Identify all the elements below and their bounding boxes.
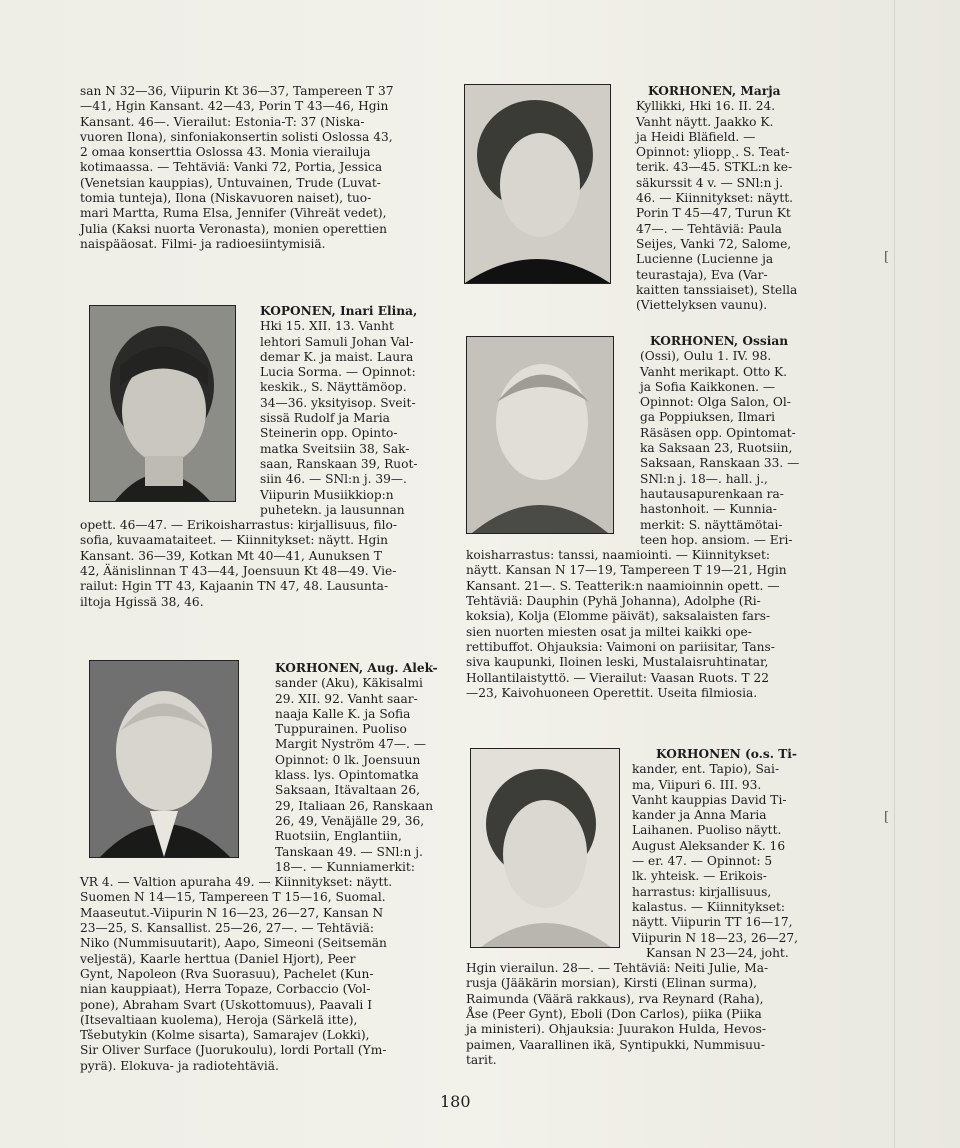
text-line: SNl:n j. 18—. hall. j., [640,471,768,486]
text-line: kander ja Anna Maria [632,808,767,823]
text-line: lk. yhteisk. — Erikois- [632,869,767,884]
text-line: iltoja Hgissä 38, 46. [80,594,204,609]
text-line: sofia, kuvaamataiteet. — Kiinnitykset: näytt. Hgin [80,533,389,548]
text-line: nian kauppiaat), Herra Topaze, Corbaccio (Vol- [80,982,371,997]
text-line: Viipurin Musiikkiop:n [260,487,394,502]
text-line: merkit: S. näyttämötai- [640,517,783,532]
text-line: Opinnot: ylioppˎ. S. Teat- [636,145,790,160]
text-line: kalastus. — Kiinnitykset: [632,899,786,914]
entry-korhonen-ossian [466,334,824,701]
entry-continued [80,84,440,252]
text-line: siin 46. — SNl:n j. 39—. [260,472,407,487]
text-line: klass. lys. Opintomatka [275,768,419,783]
text-line: teurastaja), Eva (Var- [636,267,768,282]
text-line: san N 32—36, Viipurin Kt 36—37, Tampereen T 37 [80,84,394,98]
text-line: Opinnot: Olga Salon, Ol- [640,395,791,410]
text-line: Kansant. 46—. Vierailut: Estonia-T: 37 (Niska- [80,114,365,129]
text-line: terik. 43—45. STKL:n ke- [636,160,793,175]
text-line: Raimunda (Väärä rakkaus), rva Reynard (Raha), [466,991,764,1006]
entry-koponen-inari [80,304,445,610]
text-line: Niko (Nummisuutarit), Aapo, Simeoni (Seitsemän [80,936,387,951]
text-line: demar K. ja maist. Laura [260,349,414,364]
text-line: Lucienne (Lucienne ja [636,252,774,267]
text-line: kaitten tanssiaiset), Stella [636,282,798,297]
text-line: keskik., S. Näyttämöop. [260,380,407,395]
text-line: sander (Aku), Käkisalmi [275,676,423,691]
text-line: Hki 15. XII. 13. Vanht [260,319,394,334]
text-line: Tšebutykin (Kolme sisarta), Samarajev (Lokki), [80,1028,370,1043]
text-line: Vanht näytt. Jaakko K. [636,114,774,129]
margin-mark: [ [884,810,890,825]
text-line: 29. XII. 92. Vanht saar- [275,691,418,706]
text-line: puhetekn. ja lausunnan [260,502,405,517]
text-line: Maaseutut.-Viipurin N 16—23, 26—27, Kansan N [80,905,384,920]
text-line: naispääosat. Filmi- ja radioesiintymisiä. [80,236,326,251]
text-line: hastonhoit. — Kunnia- [640,502,777,517]
text-line: 26, 49, Venäjälle 29, 36, [275,813,425,828]
text-line: —41, Hgin Kansant. 42—43, Porin T 43—46, Hgin [80,99,389,114]
text-line: siva kaupunki, Iloinen leski, Mustalaisruhtinatar, [466,655,769,670]
text-line: teen hop. ansiom. — Eri- [640,532,793,547]
text-line: 18—. — Kunniamerkit: [275,859,415,874]
text-line: Kansant. 21—. S. Teatterik:n naamioinnin opett. — [466,578,780,593]
entry-korhonen-saima [466,747,824,1068]
text-line: matka Sveitsiin 38, Sak- [260,441,410,456]
text-line: Gynt, Napoleon (Rva Suorasuu), Pachelet (Kun- [80,966,374,981]
text-line: opett. 46—47. — Erikoisharrastus: kirjallisuus, filo- [80,518,397,533]
text-line: lehtori Samuli Johan Val- [260,334,414,349]
text-line: näytt. Viipurin TT 16—17, [632,915,793,930]
text-line: ga Poppiuksen, Ilmari [640,410,776,425]
text-line: Hgin vierailun. 28—. — Tehtäviä: Neiti Julie, Ma- [466,961,769,976]
text-line: Viipurin N 18—23, 26—27, [632,930,799,945]
text-line: ja ministeri). Ohjauksia: Juurakon Hulda, Hevos- [466,1022,766,1037]
text-line: koksia), Kolja (Elomme päivät), saksalaisten fars- [466,609,771,624]
text-line: Seijes, Vanki 72, Salome, [636,236,792,251]
text-line: sissä Rudolf ja Maria [260,411,390,426]
text-line: kander, ent. Tapio), Sai- [632,762,780,777]
text-line: tomia tunteja), Ilona (Niskavuoren naiset), tuo- [80,191,372,206]
text-line: Vanht merikapt. Otto K. [640,364,787,379]
text-line: railut: Hgin TT 43, Kajaanin TN 47, 48. Lausunta- [80,579,389,594]
entry-korhonen-marja [636,84,818,313]
text-line: Saksaan, Ranskaan 33. — [640,456,800,471]
text-line: Julia (Kaksi nuorta Veronasta), monien operettien [80,221,387,236]
text-line: ja Sofia Kaikkonen. — [640,379,776,394]
text-line: vuoren Ilona), sinfoniakonsertin solisti Oslossa 43, [80,129,393,144]
page-edge [894,0,895,1148]
entry-heading: KORHONEN, Marja [648,84,781,98]
text-line: Lucia Sorma. — Opinnot: [260,365,416,380]
text-line: pyrä). Elokuva- ja radiotehtäviä. [80,1058,279,1073]
entry-heading: KOPONEN, Inari Elina, [260,304,418,318]
entry-korhonen-aku [80,661,450,1074]
text-line: ka Saksaan 23, Ruotsiin, [640,441,793,456]
text-line: paimen, Vaarallinen ikä, Syntipukki, Nummisuu- [466,1037,765,1052]
text-line: naaja Kalle K. ja Sofia [275,706,411,721]
text-line: ja Heidi Bläfield. — [636,129,756,144]
text-line: 23—25, S. Kansallist. 25—26, 27—. — Tehtäviä: [80,921,374,936]
text-line: Opinnot: 0 lk. Joensuun [275,752,421,767]
text-line: hautausapurenkaan ra- [640,486,784,501]
entry-heading: KORHONEN, Aug. Alek- [275,661,438,675]
text-line: Kyllikki, Hki 16. II. 24. [636,99,776,114]
text-line: —23, Kaivohuoneen Operettit. Useita filmiosia. [466,685,758,700]
text-line: Tuppurainen. Puoliso [275,722,407,737]
text-line: 34—36. yksityisop. Sveit- [260,395,416,410]
text-line: Kansan N 23—24, joht. [646,945,789,960]
text-line: Saksaan, Itävaltaan 26, [275,783,420,798]
text-line: tarit. [466,1052,497,1067]
margin-mark: [ [884,250,890,265]
text-line: Åse (Peer Gynt), Eboli (Don Carlos), piika (Piika [466,1007,762,1022]
text-line: rusja (Jääkärin morsian), Kirsti (Elinan surma), [466,976,758,991]
text-line: (Venetsian kauppias), Untuvainen, Trude (Luvat- [80,175,381,190]
text-line: Porin T 45—47, Turun Kt [636,206,791,221]
text-line: näytt. Kansan N 17—19, Tampereen T 19—21, Hgin [466,563,787,578]
text-line: Suomen N 14—15, Tampereen T 15—16, Suomal. [80,890,386,905]
text-line: saan, Ranskaan 39, Ruot- [260,456,418,471]
text-line: 46. — Kiinnitykset: näytt. [636,191,793,206]
text-line: kotimaassa. — Tehtäviä: Vanki 72, Portia, Jessica [80,160,383,175]
portrait-photo-marja [464,84,611,284]
text-line: Hollantilaistyttö. — Vierailut: Vaasan Ruots. T 22 [466,670,770,685]
text-line: rettibuffot. Ohjauksia: Vaimoni on pariisitar, Tans- [466,639,775,654]
text-line: Steinerin opp. Opinto- [260,426,398,441]
text-line: pone), Abraham Svart (Uskottomuus), Paavali I [80,997,373,1012]
entry-heading: KORHONEN, Ossian [650,334,789,348]
text-line: (Ossi), Oulu 1. IV. 98. [640,349,772,364]
text-line: Ruotsiin, Englantiin, [275,829,402,844]
text-line: Margit Nyström 47—. — [275,737,426,752]
text-line: August Aleksander K. 16 [632,838,786,853]
entry-heading: KORHONEN (o.s. Ti- [656,747,797,761]
text-line: (Viettelyksen vaunu). [636,298,768,313]
text-line: mari Martta, Ruma Elsa, Jennifer (Vihreät vedet), [80,206,387,221]
text-line: ma, Viipuri 6. III. 93. [632,777,762,792]
text-line: — er. 47. — Opinnot: 5 [632,854,773,869]
text-line: Vanht kauppias David Ti- [632,792,787,807]
page-number: 180 [440,1092,471,1111]
text-line: 42, Äänislinnan T 43—44, Joensuun Kt 48—49. Vie- [80,564,397,579]
text-line: 29, Italiaan 26, Ranskaan [275,798,434,813]
text-line: 47—. — Tehtäviä: Paula [636,221,782,236]
text-line: Tanskaan 49. — SNl:n j. [275,844,423,859]
text-line: Sir Oliver Surface (Juorukoulu), lordi Portall (Ym- [80,1043,387,1058]
text-line: sien nuorten miesten osat ja miltei kaikki ope- [466,624,752,639]
text-line: koisharrastus: tanssi, naamiointi. — Kiinnitykset: [466,548,770,563]
text-line: Räsäsen opp. Opintomat- [640,425,796,440]
text-line: Kansant. 36—39, Kotkan Mt 40—41, Aunuksen T [80,548,382,563]
text-line: Laihanen. Puoliso näytt. [632,823,782,838]
text-line: säkurssit 4 v. — SNl:n j. [636,175,784,190]
text-line: Tehtäviä: Dauphin (Pyhä Johanna), Adolphe (Ri- [466,594,761,609]
text-line: VR 4. — Valtion apuraha 49. — Kiinnitykset: näytt. [80,875,393,890]
text-line: (Itsevaltiaan kuolema), Heroja (Särkelä itte), [80,1012,358,1027]
text-line: harrastus: kirjallisuus, [632,884,772,899]
text-line: 2 omaa konserttia Oslossa 43. Monia vierailuja [80,145,371,160]
text-line: veljestä), Kaarle herttua (Daniel Hjort), Peer [80,951,356,966]
